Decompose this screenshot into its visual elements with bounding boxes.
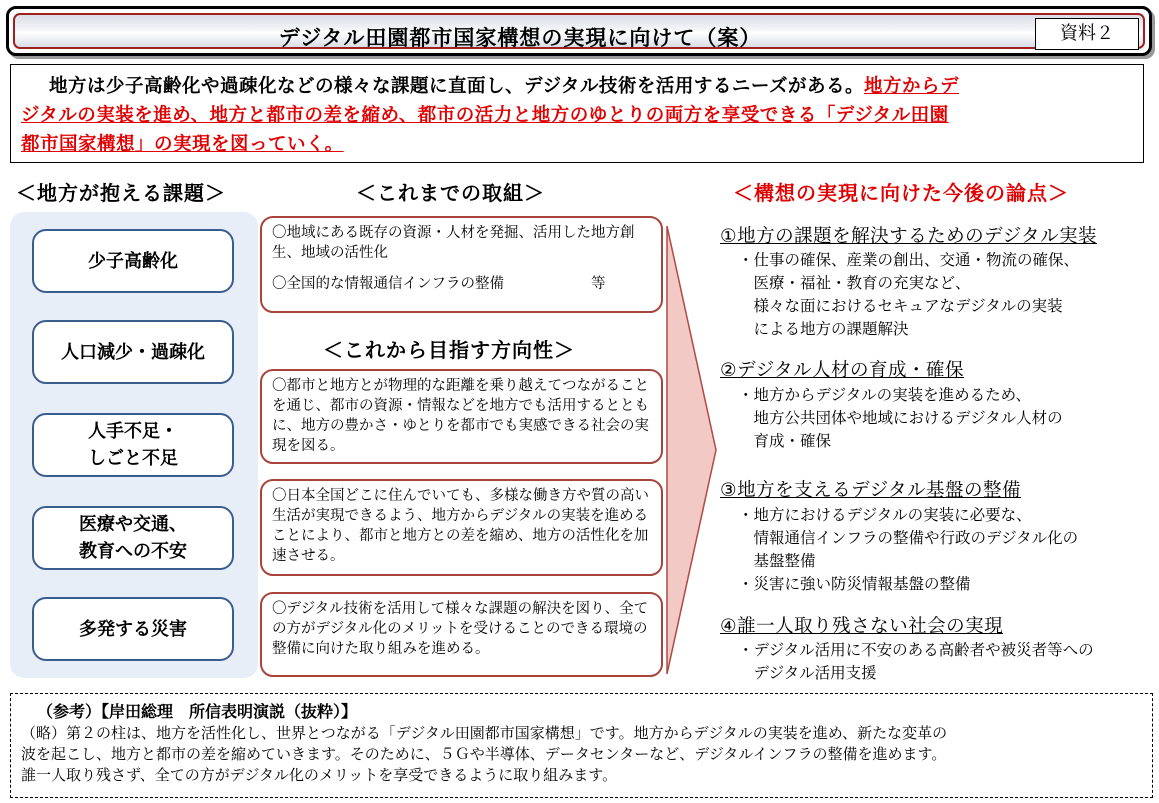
issue-label: 人口減少・過疎化 xyxy=(61,341,205,363)
reference-box xyxy=(10,693,1153,798)
page-title: デジタル田園都市国家構想の実現に向けて（案） xyxy=(278,26,762,50)
intro-highlight-1: 地方からデ xyxy=(863,76,959,97)
point-line: ・災害に強い防災情報基盤の整備 xyxy=(738,575,971,593)
intro-normal-text: 地方は少子高齢化や過疎化などの様々な課題に直面し、デジタル技術を活用するニーズがある。 xyxy=(49,76,864,97)
point-title: ②デジタル人材の育成・確保 xyxy=(720,360,964,381)
issue-item xyxy=(32,506,234,570)
point-body xyxy=(738,504,1078,596)
reference-line: 波を起こし、地方と都市の差を縮めていきます。そのために、５Ｇや半導体、データセンターなど、デジタルインフラの整備を進めます。 xyxy=(21,745,947,763)
past-item: 〇全国的な情報通信インフラの整備 等 xyxy=(272,276,606,292)
point-body xyxy=(738,384,1063,453)
right-arrow-icon xyxy=(666,225,718,675)
point-line: 地方公共団体や地域におけるデジタル人材の xyxy=(738,409,1063,427)
issue-item xyxy=(32,413,234,477)
point-line: ・地方におけるデジタルの実装に必要な、 xyxy=(738,506,1032,524)
document-label: 資料２ xyxy=(1035,18,1139,50)
issue-item xyxy=(32,597,234,661)
point-title: ④誰一人取り残さない社会の実現 xyxy=(720,616,1004,637)
point-title: ①地方の課題を解決するためのデジタル実装 xyxy=(720,226,1097,247)
left-section-header: ＜地方が抱える課題＞ xyxy=(16,181,226,205)
point-line: ・デジタル活用に不安のある高齢者や被災者等への xyxy=(738,641,1094,659)
point-line: 基盤整備 xyxy=(738,552,816,570)
direction-box xyxy=(260,479,663,576)
issue-label: しごと不足 xyxy=(88,448,178,469)
arrow-shape xyxy=(667,226,716,674)
point-line: ・地方からデジタルの実装を進めるため、 xyxy=(738,386,1031,404)
intro-highlight-3: 都市国家構想」の実現を図っていく。 xyxy=(21,134,344,155)
issue-item xyxy=(32,229,234,293)
direction-item: 〇日本全国どこに住んでいても、多様な働き方や質の高い生活が実現できるよう、地方からデジタルの実装を進めることにより、都市と地方との差を縮め、地方の活性化を加速させる。 xyxy=(272,488,649,564)
reference-heading: （参考）【岸田総理 所信表明演説（抜粋）】 xyxy=(37,702,358,721)
issue-label: 多発する災害 xyxy=(79,618,187,640)
issue-label: 人手不足・ xyxy=(88,421,178,442)
point-line: 育成・確保 xyxy=(738,432,832,450)
intro-box xyxy=(10,64,1144,163)
point-line: 医療・福祉・教育の充実など、 xyxy=(738,274,971,292)
issue-item xyxy=(32,320,234,384)
reference-line: （略）第２の柱は、地方を活性化し、世界とつながる「デジタル田園都市国家構想」です。地方からデジタルの実装を進め、新たな変革の xyxy=(21,724,948,742)
direction-box xyxy=(260,592,663,677)
past-item: 〇地域にある既存の資源・人材を発掘、活用した地方創生、地域の活性化 xyxy=(272,225,635,261)
issue-label: 少子高齢化 xyxy=(88,250,178,272)
point-line: 様々な面におけるセキュアなデジタルの実装 xyxy=(738,297,1063,315)
point-line: による地方の課題解決 xyxy=(738,320,909,338)
past-section-header: ＜これまでの取組＞ xyxy=(356,181,545,205)
point-body xyxy=(738,249,1079,341)
point-line: 情報通信インフラの整備や行政のデジタル化の xyxy=(738,529,1079,547)
direction-item: 〇デジタル技術を活用して様々な課題の解決を図り、全ての方がデジタル化のメリットを受けることのできる環境の整備に向けた取り組みを進める。 xyxy=(272,601,649,657)
issue-label: 教育への不安 xyxy=(79,541,187,562)
future-section-header: ＜これから目指す方向性＞ xyxy=(323,338,575,362)
point-body xyxy=(738,639,1094,685)
direction-item: 〇都市と地方とが物理的な距離を乗り越えてつながることを通じ、都市の資源・情報などを地方でも活用するとともに、地方の豊かさ・ゆとりを都市でも実感できる社会の実現を図る。 xyxy=(272,378,649,454)
direction-box xyxy=(260,369,663,464)
intro-highlight-2: ジタルの実装を進め、地方と都市の差を縮め、都市の活力と地方のゆとりの両方を享受できる「デジタル田園 xyxy=(21,105,949,126)
title-bar-inner xyxy=(13,13,1145,49)
point-line: ・仕事の確保、産業の創出、交通・物流の確保、 xyxy=(738,251,1080,269)
point-title: ③地方を支えるデジタル基盤の整備 xyxy=(720,480,1021,501)
issue-label: 医療や交通、 xyxy=(79,514,187,535)
title-bar xyxy=(6,6,1152,56)
reference-line: 誰一人取り残さず、全ての方がデジタル化のメリットを享受できるように取り組みます。 xyxy=(21,766,618,784)
right-section-header: ＜構想の実現に向けた今後の論点＞ xyxy=(733,181,1069,205)
point-line: デジタル活用支援 xyxy=(738,664,877,682)
past-efforts-box xyxy=(260,216,663,313)
